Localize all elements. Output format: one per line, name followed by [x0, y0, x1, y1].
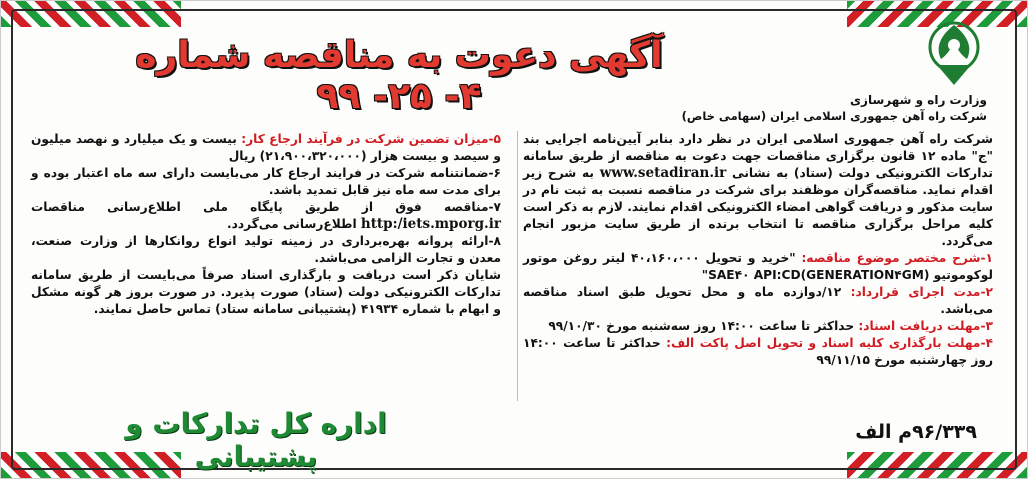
left-column [31, 131, 501, 318]
item-7-text: ۷-مناقصه فوق از طریق پایگاه ملی اطلاع‌رسانی مناقصات [31, 200, 501, 214]
item-7-after: اطلاع‌رسانی می‌گردد. [226, 217, 361, 231]
note-paragraph: شایان ذکر است دریافت و بارگذاری اسناد صرفاً می‌بایست از طریق سامانه تدارکات الکترونیکی دولت (ستاد) صورت پذیرد. در صورت بروز هر گونه مشکل و ابهام با شماره ۴۱۹۳۴ (پشتیبانی سامانه ستاد) تماس حاصل نمایند. [31, 268, 501, 316]
ministry-name: وزارت راه و شهرسازی [850, 93, 987, 107]
railway-logo-icon [917, 15, 991, 89]
item-3-label: ۳-مهلت دریافت اسناد: [858, 319, 993, 333]
company-name: شرکت راه آهن جمهوری اسلامی ایران (سهامی خاص) [681, 109, 987, 123]
item-5-label: ۵-میزان تضمین شرکت در فرآیند ارجاع کار: [241, 132, 501, 146]
item-2-label: ۲-مدت اجرای قرارداد: [850, 285, 993, 299]
item-2-text: ۱۲/دوازده ماه و محل تحویل طبق اسناد مناقصه می‌باشد. [523, 285, 993, 316]
column-divider [517, 131, 518, 401]
intro-text-continued: به شرح زیر اقدام نماید. مناقصه‌گران موظفند برای شرکت در مناقصه نسبت به ثبت نام در سایت مذکور و دریافت گواهی امضاء الکترونیکی اقدام نمایند. لازم به ذکر است کلیه مراحل برگزاری مناقصه تا انتخاب برنده از طریق سایت مزبور انجام می‌گردد. [523, 166, 993, 248]
item-1 [523, 250, 993, 284]
item-1-label: ۱-شرح مختصر موضوع مناقصه: [801, 251, 993, 265]
item-4-text: حداکثر تا ساعت ۱۴:۰۰ روز چهارشنبه مورخ ۹۹/۱۱/۱۵ [523, 336, 993, 367]
item-8: ۸-ارائه پروانه بهره‌برداری در زمینه تولید انواع روانکارها از وزارت صنعت، معدن و تجارت الزامی می‌باشد. [31, 234, 501, 265]
item-3 [523, 318, 993, 335]
item-5 [31, 131, 501, 165]
iets-url-link[interactable]: http:/iets.mporg.ir [360, 216, 501, 232]
intro-company: شرکت راه آهن جمهوری اسلامی ایران [756, 132, 993, 146]
right-column [523, 131, 993, 369]
intro-text: در نظر دارد بنابر آیین‌نامه اجرایی بند "ج" ماده ۱۲ قانون برگزاری مناقصات جهت دعوت به مناقصه از طریق سامانه تدارکات الکترونیکی دولت (ستاد) به نشانی [523, 132, 993, 180]
department-name: اداره کل تدارکات و پشتیبانی [125, 407, 387, 473]
item-5-text: بیست و یک میلیارد و نهصد میلیون و سیصد و بیست هزار (۲۱،۹۰۰،۳۲۰،۰۰۰) ریال [31, 132, 501, 163]
page-title: آگهی دعوت به مناقصه شماره ۴- ۲۵- ۹۹ [135, 35, 663, 117]
setad-url-link[interactable]: www.setadiran.ir [599, 165, 727, 181]
item-6: ۶-ضمانتنامه شرکت در فرایند ارجاع کار می‌بایست دارای سه ماه اعتبار بوده و برای مدت سه ماه نیز قابل تمدید باشد. [31, 166, 501, 197]
ad-code: ۹۶/۳۳۹م الف [855, 421, 977, 443]
item-1-text: "خرید و تحویل ۴۰،۱۶۰،۰۰۰ لیتر روغن موتور لوکوموتیو (SAE۴۰ API:CD(GENERATION۴GM" [523, 251, 993, 282]
item-4 [523, 335, 993, 369]
item-7 [31, 199, 501, 233]
item-2 [523, 284, 993, 318]
intro-paragraph [523, 131, 993, 250]
item-4-label: ۴-مهلت بارگذاری کلیه اسناد و تحویل اصل پاکت الف: [666, 336, 993, 350]
item-3-text: حداکثر تا ساعت ۱۴:۰۰ روز سه‌شنبه مورخ ۹۹/۱۰/۳۰ [548, 319, 859, 333]
